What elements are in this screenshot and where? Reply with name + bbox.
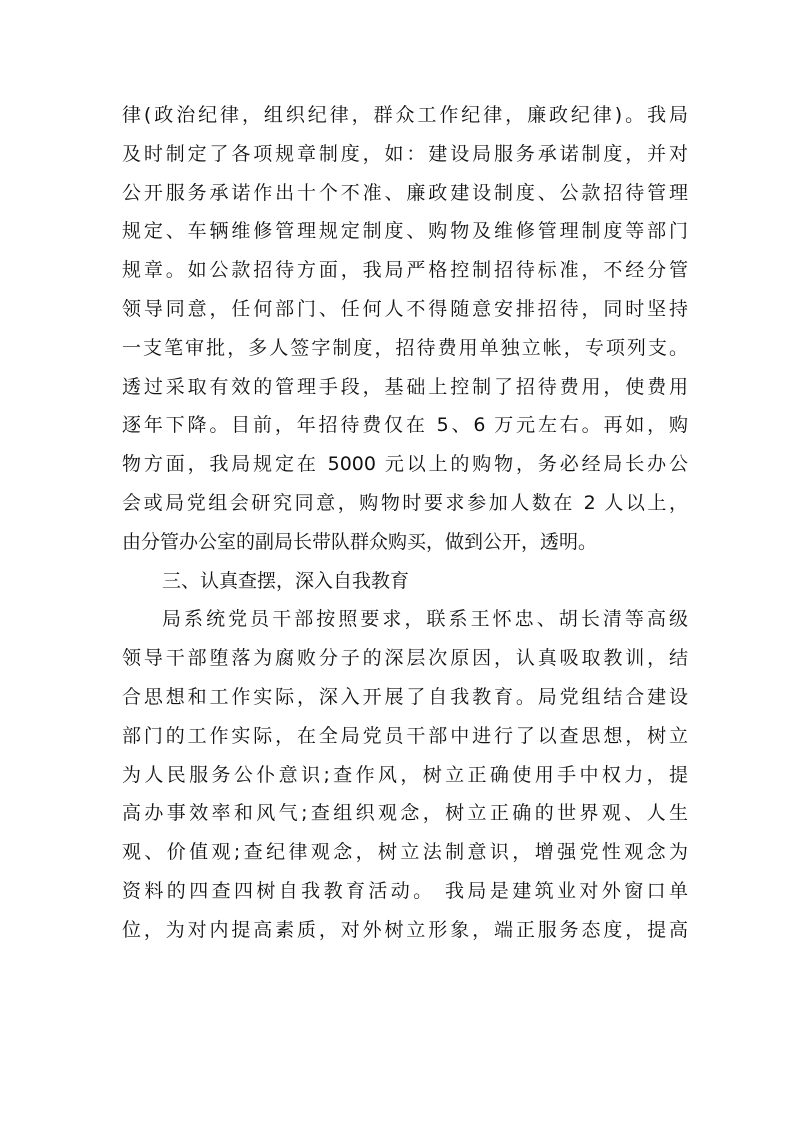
- text-line: 高办事效率和风气;查组织观念，树立正确的世界观、人生: [122, 802, 688, 825]
- text-line: 位，为对内提高素质，对外树立形象，端正服务态度，提高: [122, 918, 688, 941]
- text-line: 领导同意，任何部门、任何人不得随意安排招待，同时坚持: [122, 297, 688, 320]
- text-line: 合思想和工作实际，深入开展了自我教育。局党组结合建设: [122, 685, 688, 708]
- text-line: 逐年下降。目前，年招待费仅在 5、6 万元左右。再如，购: [122, 414, 688, 437]
- text-line: 一支笔审批，多人签字制度，招待费用单独立帐，专项列支。: [122, 336, 688, 359]
- text-line: 部门的工作实际，在全局党员干部中进行了以查思想，树立: [122, 724, 688, 747]
- text-line: 公开服务承诺作出十个不准、廉政建设制度、公款招待管理: [122, 181, 688, 204]
- text-line: 物方面，我局规定在 5000 元以上的购物，务必经局长办公: [122, 453, 688, 476]
- text-line: 资料的四查四树自我教育活动。 我局是建筑业对外窗口单: [122, 879, 688, 902]
- text-line: 领导干部堕落为腐败分子的深层次原因，认真吸取教训，结: [122, 647, 688, 670]
- text-line: 律(政治纪律，组织纪律，群众工作纪律，廉政纪律)。我局: [122, 104, 688, 126]
- text-line: 及时制定了各项规章制度，如：建设局服务承诺制度，并对: [122, 142, 688, 165]
- text-line: 局系统党员干部按照要求，联系王怀忠、胡长清等高级: [162, 608, 688, 631]
- document-body: [122, 96, 688, 950]
- text-line: 透过采取有效的管理手段，基础上控制了招待费用，使费用: [122, 375, 688, 398]
- text-line: 观、价值观;查纪律观念，树立法制意识，增强党性观念为: [122, 841, 688, 864]
- text-line: 规章。如公款招待方面，我局严格控制招待标准，不经分管: [122, 259, 688, 282]
- text-line: 规定、车辆维修管理规定制度、购物及维修管理制度等部门: [122, 220, 688, 243]
- text-line: 为人民服务公仆意识;查作风，树立正确使用手中权力，提: [122, 763, 688, 786]
- text-line: 由分管办公室的副局长带队群众购买，做到公开，透明。: [122, 530, 598, 553]
- section-heading: 三、认真查摆，深入自我教育: [162, 569, 410, 592]
- text-line: 会或局党组会研究同意，购物时要求参加人数在 2 人以上，: [122, 491, 688, 514]
